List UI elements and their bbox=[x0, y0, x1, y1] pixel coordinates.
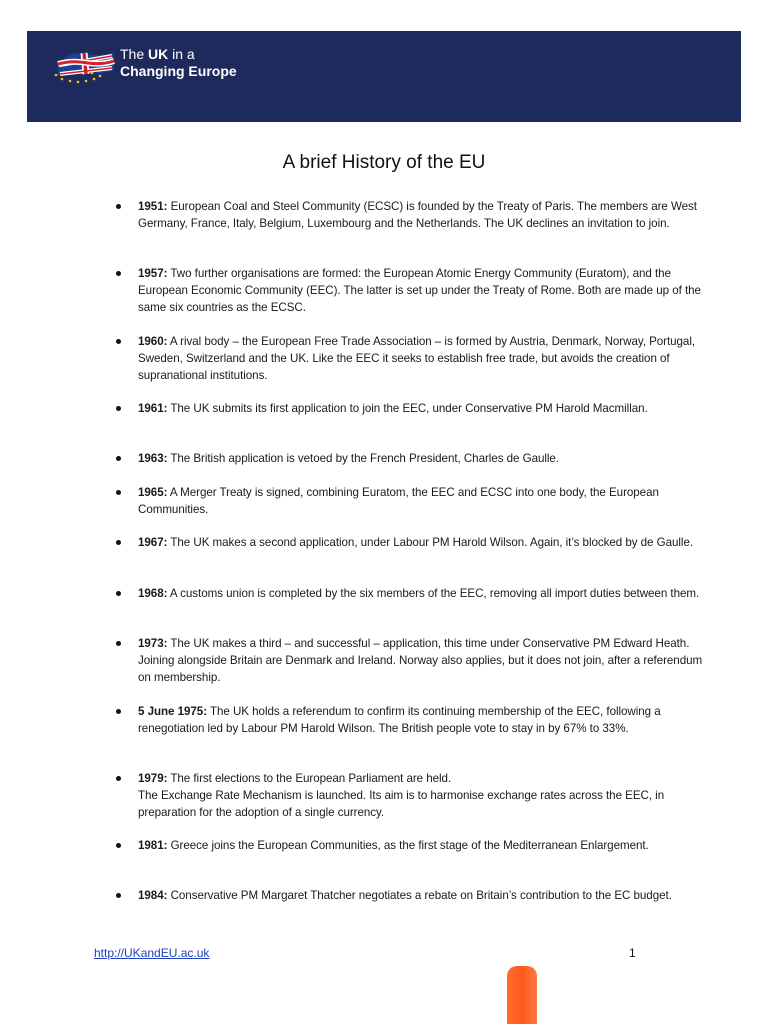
entry-date: 1963: bbox=[138, 452, 168, 465]
entry-date: 1967: bbox=[138, 536, 168, 549]
entry-date: 1965: bbox=[138, 486, 168, 499]
entry-text bbox=[138, 484, 710, 518]
entry-description: European Coal and Steel Community (ECSC) is founded by the Treaty of Paris. The members are West Germany, France, Italy, Belgium, Luxembourg and the Netherlands. The UK declines an invitation to join. bbox=[138, 200, 697, 230]
bullet-icon bbox=[116, 456, 121, 461]
footer-link[interactable]: http://UKandEU.ac.uk bbox=[94, 946, 210, 960]
entry-extra: The Exchange Rate Mechanism is launched. Its aim is to harmonise exchange rates across the EEC, in preparation for the adoption of a single currency. bbox=[138, 789, 665, 819]
entry-description: Conservative PM Margaret Thatcher negotiates a rebate on Britain’s contribution to the EC budget. bbox=[167, 889, 672, 902]
entry-text bbox=[138, 703, 710, 737]
logo-line1-b: UK bbox=[148, 46, 169, 62]
entry-date: 1973: bbox=[138, 637, 168, 650]
entry-description: The UK makes a second application, under Labour PM Harold Wilson. Again, it’s blocked by de Gaulle. bbox=[167, 536, 694, 549]
entry-text bbox=[138, 887, 710, 904]
entry-date: 1961: bbox=[138, 402, 168, 415]
entry-description: The British application is vetoed by the French President, Charles de Gaulle. bbox=[167, 452, 559, 465]
union-flag-icon bbox=[48, 44, 120, 84]
entry-description: A Merger Treaty is signed, combining Euratom, the EEC and ECSC into one body, the European Communities. bbox=[138, 486, 659, 516]
page-title: A brief History of the EU bbox=[282, 152, 486, 173]
orange-highlight-mark bbox=[507, 966, 537, 1024]
logo-line2: Changing Europe bbox=[120, 63, 237, 79]
bullet-icon bbox=[116, 490, 121, 495]
logo-line1-c: in a bbox=[168, 46, 195, 62]
entry-date: 5 June 1975: bbox=[138, 705, 208, 718]
entry-text bbox=[138, 534, 710, 551]
entry-description: A rival body – the European Free Trade Association – is formed by Austria, Denmark, Norway, Portugal, Sweden, Switzerland and the UK. Like the EEC it seeks to establish free trade, but avoids the creation of supranational institutions. bbox=[138, 335, 696, 382]
entry-text bbox=[138, 635, 710, 686]
entry-text bbox=[138, 198, 710, 232]
page-number: 1 bbox=[629, 946, 636, 960]
entry-text bbox=[138, 450, 710, 467]
bullet-icon bbox=[116, 271, 121, 276]
entry-description: A customs union is completed by the six members of the EEC, removing all import duties between them. bbox=[167, 587, 700, 600]
bullet-icon bbox=[116, 591, 121, 596]
bullet-icon bbox=[116, 843, 121, 848]
entry-date: 1957: bbox=[138, 267, 168, 280]
entry-date: 1960: bbox=[138, 335, 168, 348]
bullet-icon bbox=[116, 641, 121, 646]
entry-text bbox=[138, 333, 710, 384]
entry-description: Two further organisations are formed: the European Atomic Energy Community (Euratom), and the European Economic Community (EEC). The latter is set up under the Treaty of Rome. Both are made up of the same six countries as the ECSC. bbox=[138, 267, 701, 314]
bullet-icon bbox=[116, 406, 121, 411]
bullet-icon bbox=[116, 540, 121, 545]
bullet-icon bbox=[116, 709, 121, 714]
logo[interactable] bbox=[48, 44, 278, 84]
entry-date: 1981: bbox=[138, 839, 168, 852]
entry-text bbox=[138, 837, 710, 854]
entry-description: The UK makes a third – and successful – application, this time under Conservative PM Edward Heath. Joining alongside Britain are Denmark and Ireland. Norway also applies, but it does not join, after a referendum on membership. bbox=[138, 637, 703, 684]
entry-date: 1979: bbox=[138, 772, 168, 785]
entry-date: 1968: bbox=[138, 587, 168, 600]
entry-text bbox=[138, 265, 710, 316]
entry-description: Greece joins the European Communities, as the first stage of the Mediterranean Enlargement. bbox=[167, 839, 649, 852]
logo-text bbox=[120, 46, 237, 80]
bullet-icon bbox=[116, 204, 121, 209]
bullet-icon bbox=[116, 776, 121, 781]
entry-date: 1984: bbox=[138, 889, 168, 902]
entry-description: The UK submits its first application to join the EEC, under Conservative PM Harold Macmillan. bbox=[167, 402, 648, 415]
entry-text bbox=[138, 770, 710, 821]
entry-date: 1951: bbox=[138, 200, 168, 213]
bullet-icon bbox=[116, 339, 121, 344]
entry-text bbox=[138, 400, 710, 417]
entry-text bbox=[138, 585, 710, 602]
bullet-icon bbox=[116, 893, 121, 898]
entry-description: The first elections to the European Parliament are held. bbox=[167, 772, 452, 785]
logo-line1-a: The bbox=[120, 46, 149, 62]
entry-description: The UK holds a referendum to confirm its continuing membership of the EEC, following a renegotiation led by Labour PM Harold Wilson. The British people vote to stay in by 67% to 33%. bbox=[138, 705, 661, 735]
